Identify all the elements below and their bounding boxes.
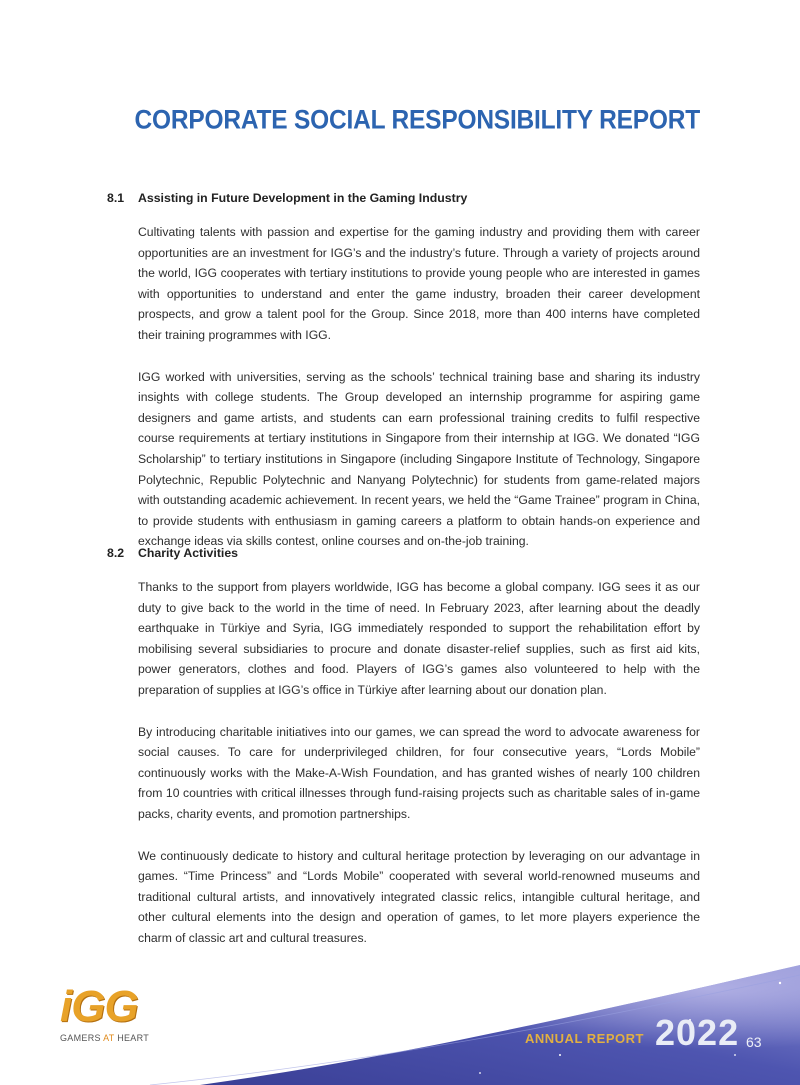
section-heading [107,191,700,205]
page-title: CORPORATE SOCIAL RESPONSIBILITY REPORT [134,106,700,136]
section-8-1 [107,191,700,552]
annual-report-label: ANNUAL REPORT [525,1031,644,1046]
tagline-accent: AT [103,1033,115,1043]
logo-mark: iGG [60,982,138,1031]
section-8-2 [107,546,700,949]
paragraph: By introducing charitable initiatives into our games, we can spread the word to advocate awareness for social causes. To care for underprivileged children, for four consecutive years, “Lords Mobile” continuously works with the Make-A-Wish Foundation, and has granted wishes of nearly 100 children from 10 countries with critical illnesses through fund-raising projects such as charitable sales of in-game packs, charity events, and promotion partnerships. [138,724,700,821]
section-number: 8.1 [107,191,125,205]
paragraph: We continuously dedicate to history and cultural heritage protection by leveraging on our advantage in games. “Time Princess” and “Lords Mobile” cooperated with several world-renowned museums and traditional cultural artists, and innovatively integrated classic relics, intangible cultural heritage, and other cultural elements into the design and operation of games, to let more players experience the charm of classic art and cultural treasures. [138,848,700,945]
report-year: 2022 [655,1012,740,1053]
page-number: 63 [746,1034,762,1050]
tagline-part: GAMERS [60,1033,104,1043]
paragraph: Thanks to the support from players worldwide, IGG has become a global company. IGG sees it as our duty to give back to the world in the time of need. In February 2023, after learning about the deadly earthquake in Türkiye and Syria, IGG immediately responded to support the rehabilitation effort by mobilising several subsidiaries to procure and donate disaster-relief supplies, such as first aid kits, power generators, clothes and food. Players of IGG’s games also volunteered to help with the preparation of supplies at IGG’s office in Türkiye after learning about our donation plan. [138,580,700,697]
paragraph: IGG worked with universities, serving as the schools’ technical training base and sharing its industry insights with college students. The Group developed an internship programme for aspiring game designers and game artists, and students can earn professional training credits to fulfil respective course requirements at tertiary institutions in Singapore from their internship at IGG. We donated “IGG Scholarship” to tertiary institutions in Singapore (including Singapore Institute of Technology, Singapore Polytechnic, Republic Polytechnic and Nanyang Polytechnic) for students from game-related majors with outstanding academic achievement. In recent years, we held the “Game Trainee” program in China, to provide students with enthusiasm in gaming careers a platform to obtain hands-on experience and exchange ideas via skills contest, online courses and on-the-job training. [138,369,700,549]
section-heading [107,546,700,560]
logo-tagline [60,1033,170,1043]
tagline-part: HEART [114,1033,150,1043]
section-number: 8.2 [107,546,125,560]
igg-logo [60,982,170,1043]
section-title: Assisting in Future Development in the Gaming Industry [138,191,468,205]
paragraph: Cultivating talents with passion and expertise for the gaming industry and providing them with career opportunities are an investment for IGG’s and the industry’s future. Through a variety of projects around the world, IGG cooperates with tertiary institutions to provide young people who are interested in games with opportunities to understand and enter the game industry, broaden their career development prospects, and grow a talent pool for the Group. Since 2018, more than 400 interns have completed their training programmes with IGG. [138,225,700,342]
section-title: Charity Activities [138,546,239,560]
